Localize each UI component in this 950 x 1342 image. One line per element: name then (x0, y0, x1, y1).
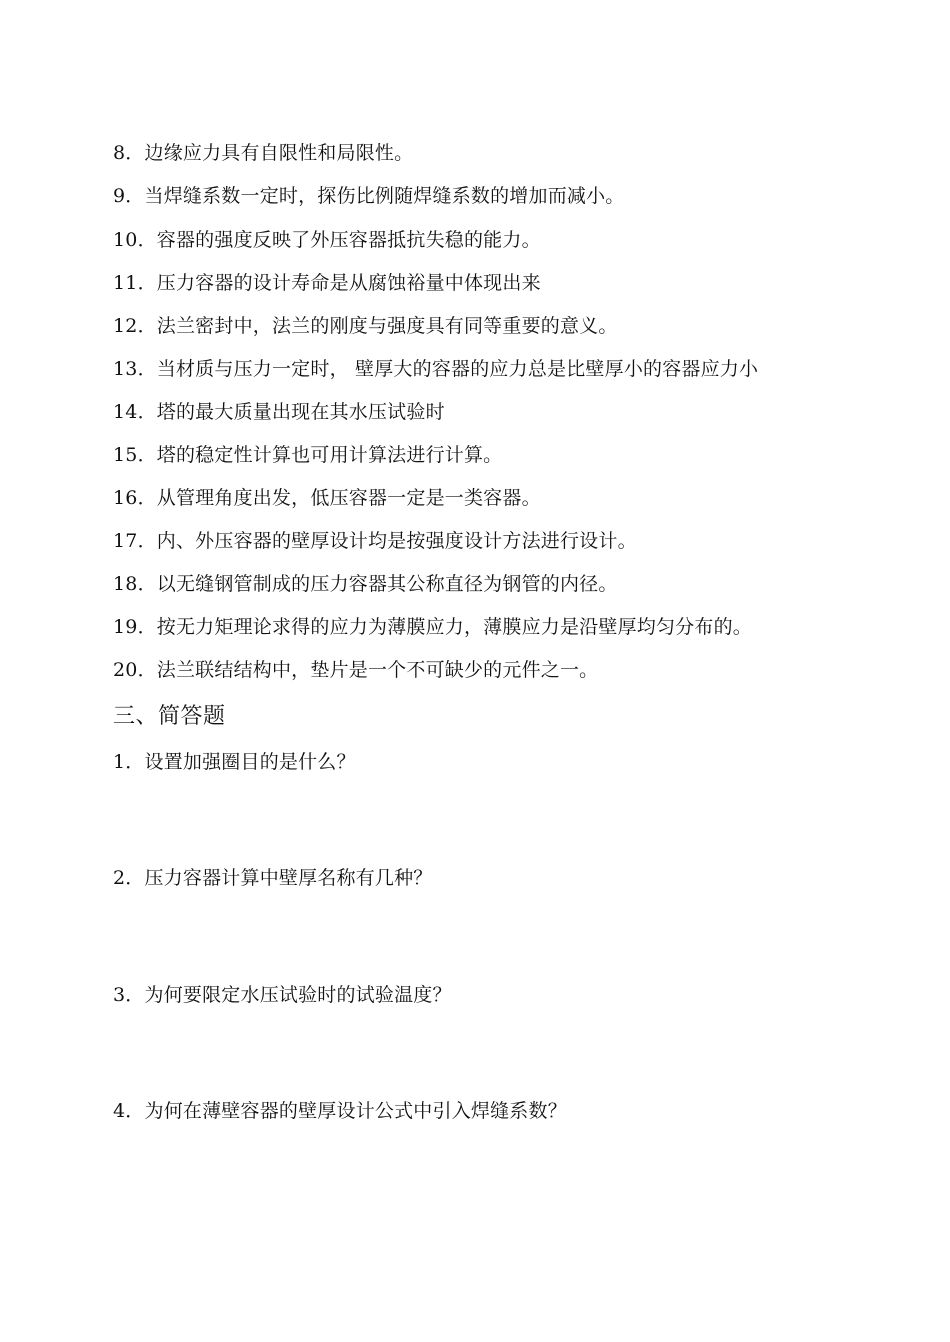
tf-item-8: 8．边缘应力具有自限性和局限性。 (113, 142, 414, 164)
qa-item-3: 3．为何要限定水压试验时的试验温度？ (113, 984, 452, 1006)
tf-item-19: 19．按无力矩理论求得的应力为薄膜应力，薄膜应力是沿壁厚均匀分布的。 (113, 616, 752, 638)
tf-item-18: 18．以无缝钢管制成的压力容器其公称直径为钢管的内径。 (113, 573, 618, 595)
tf-item-14: 14．塔的最大质量出现在其水压试验时 (113, 401, 445, 423)
tf-item-10: 10．容器的强度反映了外压容器抵抗失稳的能力。 (113, 229, 541, 251)
tf-item-15: 15．塔的稳定性计算也可用计算法进行计算。 (113, 444, 503, 466)
tf-item-13: 13．当材质与压力一定时， 壁厚大的容器的应力总是比壁厚小的容器应力小 (113, 358, 759, 380)
qa-item-2: 2．压力容器计算中壁厚名称有几种？ (113, 867, 433, 889)
section-heading: 三、简答题 (113, 704, 226, 729)
qa-item-4: 4．为何在薄壁容器的壁厚设计公式中引入焊缝系数？ (113, 1100, 567, 1122)
tf-item-9: 9．当焊缝系数一定时，探伤比例随焊缝系数的增加而减小。 (113, 185, 625, 207)
tf-item-20: 20．法兰联结结构中，垫片是一个不可缺少的元件之一。 (113, 659, 599, 681)
tf-item-11: 11．压力容器的设计寿命是从腐蚀裕量中体现出来 (113, 272, 541, 294)
tf-item-12: 12．法兰密封中，法兰的刚度与强度具有同等重要的意义。 (113, 315, 618, 337)
tf-item-17: 17．内、外压容器的壁厚设计均是按强度设计方法进行设计。 (113, 530, 637, 552)
qa-item-1: 1．设置加强圈目的是什么？ (113, 751, 356, 773)
tf-item-16: 16．从管理角度出发，低压容器一定是一类容器。 (113, 487, 541, 509)
